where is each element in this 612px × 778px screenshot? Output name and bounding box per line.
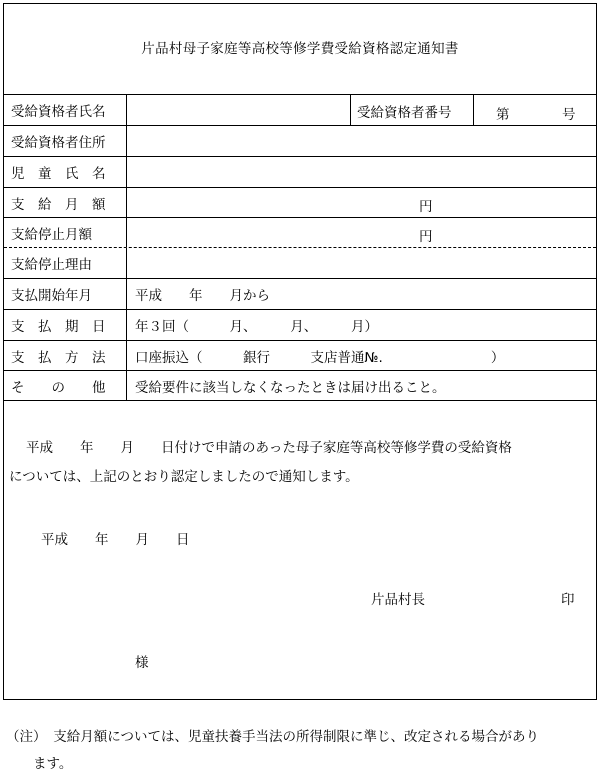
- number-go: 号: [562, 107, 576, 123]
- payment-method-value: 口座振込（ 銀行 支店普通№. ）: [135, 349, 505, 366]
- payment-start-label: 支払開始年月: [4, 279, 127, 309]
- recipient-suffix: 様: [135, 655, 149, 671]
- footnote: [6, 724, 610, 778]
- stop-amount-label: 支給停止月額: [4, 218, 127, 247]
- body-line-2: については、上記のとおり認定しましたので通知します。: [9, 469, 359, 485]
- row-monthly-amount: [4, 187, 596, 217]
- row-stop-amount: [4, 217, 596, 247]
- footnote-line-1: （注） 支給月額については、児童扶養手当法の所得制限に準じ、改定される場合があり: [6, 729, 539, 745]
- row-payment-method: [4, 340, 596, 370]
- row-payment-dates: [4, 309, 596, 340]
- payment-method-label: 支 払 方 法: [4, 341, 127, 370]
- footnote-line-2: ます。: [33, 756, 73, 772]
- row-other: [4, 370, 596, 400]
- payment-dates-label: 支 払 期 日: [4, 310, 127, 340]
- other-value: 受給要件に該当しなくなったときは届け出ること。: [135, 379, 446, 396]
- issuer-name: 片品村長: [371, 592, 425, 608]
- monthly-yen: 円: [419, 199, 433, 215]
- recipient-name-label: 受給資格者氏名: [4, 95, 127, 125]
- stop-yen: 円: [419, 229, 433, 245]
- table-bottom-border: [4, 400, 596, 401]
- body-line-1: 平成 年 月 日付けで申請のあった母子家庭等高校等修学費の受給資格: [26, 440, 512, 456]
- monthly-amount-label: 支 給 月 額: [4, 188, 127, 217]
- row-payment-start: [4, 278, 596, 309]
- issue-date: 平成 年 月 日: [41, 532, 190, 548]
- recipient-number-label: 受給資格者番号: [350, 95, 474, 126]
- other-label: そ の 他: [4, 371, 127, 400]
- row-recipient-name: [4, 94, 596, 125]
- number-dai: 第: [496, 107, 510, 123]
- payment-start-value: 平成 年 月から: [135, 288, 270, 304]
- payment-dates-value: 年３回（ 月、 月、 月）: [135, 319, 378, 335]
- row-stop-reason: [4, 247, 596, 278]
- seal-mark: 印: [561, 592, 575, 608]
- recipient-address-label: 受給資格者住所: [4, 126, 127, 156]
- row-recipient-address: [4, 125, 596, 156]
- row-child-name: [4, 156, 596, 187]
- document-title: 片品村母子家庭等高校等修学費受給資格認定通知書: [141, 41, 459, 57]
- stop-reason-label: 支給停止理由: [4, 248, 127, 278]
- certification-form: [3, 3, 597, 700]
- child-name-label: 児 童 氏 名: [4, 157, 127, 187]
